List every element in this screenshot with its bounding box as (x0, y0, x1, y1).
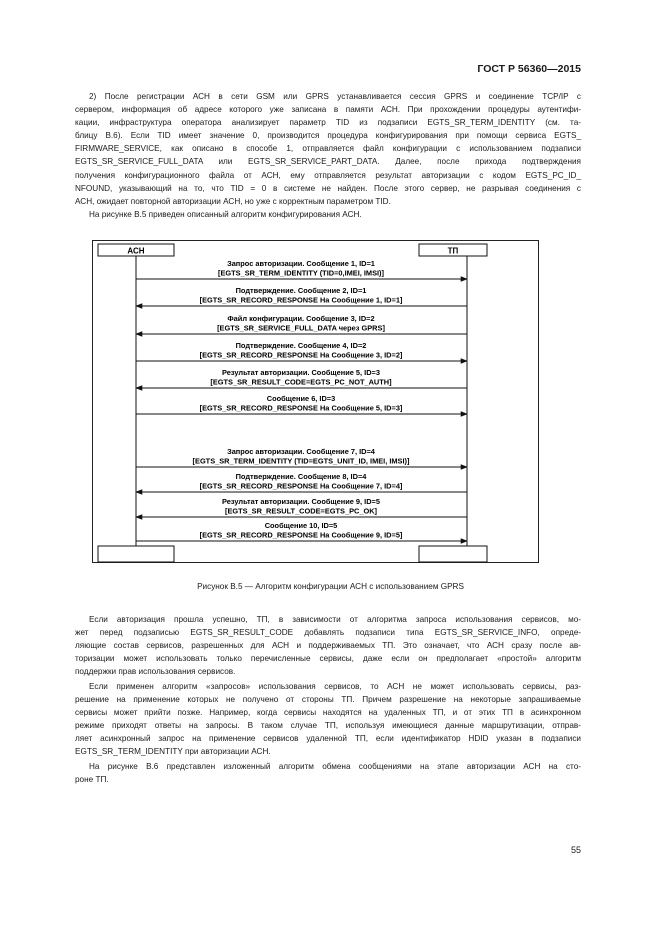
paragraph-5 (75, 760, 581, 786)
message-detail: [EGTS_SR_RESULT_CODE=EGTS_PC_OK] (224, 506, 378, 516)
paragraph-line: сервисы может прийти позже. Например, когда сервисы находятся на удаленных ТП, и от этих ТП в асинхронном (75, 708, 581, 718)
message-detail: [EGTS_SR_RECORD_RESPONSE На Сообщение 1, ID=1] (199, 295, 403, 305)
message-title: Сообщение 6, ID=3 (266, 394, 336, 403)
right-actor-label: ТП (447, 246, 459, 256)
figure-caption: Рисунок В.5 — Алгоритм конфигурации АСН с использованием GPRS (197, 582, 464, 591)
message-detail: [EGTS_SR_SERVICE_FULL_DATA через GPRS] (217, 323, 385, 333)
paragraph-line: Если применен алгоритм «запросов» использования сервисов, то АСН не может использовать сервисы, раз- (89, 682, 581, 691)
left-bottom-box (98, 546, 174, 562)
paragraph-line: 2) После регистрации АСН в сети GSM или GPRS устанавливается сессия GPRS и соединение TCP/IP с (89, 92, 581, 101)
paragraph-line: торизации может использовать только перечисленные сервисы, даже если он предполагает «простой» алгоритм (75, 654, 581, 664)
message-detail: [EGTS_SR_TERM_IDENTITY (TID=0,IMEI, IMSI)] (218, 268, 384, 278)
message-title: Результат авторизации. Сообщение 5, ID=3 (222, 368, 380, 377)
message-detail: [EGTS_SR_RECORD_RESPONSE На Сообщение 9, ID=5] (199, 530, 403, 540)
paragraph-line: EGTS_SR_SERVICE_FULL_DATA или EGTS_SR_SERVICE_PART_DATA. Далее, после прихода подтверждения (75, 157, 581, 167)
paragraph-line: На рисунке В.5 приведен описанный алгоритм конфигурирования АСН. (89, 210, 362, 219)
page-number: 55 (571, 845, 582, 855)
message-detail: [EGTS_SR_RECORD_RESPONSE На Сообщение 3, ID=2] (199, 350, 403, 360)
paragraph-line: решение на применение которых не получено от стороны ТП. Причем разрешение на некоторые запрашиваемые (75, 695, 581, 705)
paragraph-line: FIRMWARE_SERVICE, как описано в способе 1, отправляется файл конфигурации с использованием подзаписи (75, 144, 581, 154)
message-title: Запрос авторизации. Сообщение 7, ID=4 (227, 447, 375, 456)
paragraph-line: EGTS_SR_TERM_IDENTITY при авторизации АСН. (75, 747, 271, 757)
paragraph-3 (75, 613, 581, 678)
message-detail: [EGTS_SR_RECORD_RESPONSE На Сообщение 5, ID=3] (199, 403, 403, 413)
message-title: Подтверждение. Сообщение 8, ID=4 (235, 472, 367, 481)
sequence-diagram (92, 240, 539, 563)
document-header: ГОСТ Р 56360—2015 (477, 63, 581, 75)
paragraph-line: получения конфигурационного файла от АСН, ему отправляется результат авторизации с кодом EGTS_PC_ID_ (75, 170, 581, 180)
paragraph-4 (75, 680, 581, 759)
message-title: Файл конфигурации. Сообщение 3, ID=2 (227, 314, 375, 323)
message-title: Результат авторизации. Сообщение 9, ID=5 (222, 497, 380, 506)
paragraph-line: поддержки прав использования сервисов. (75, 667, 236, 677)
right-bottom-box (419, 546, 487, 562)
paragraph-line: На рисунке В.6 представлен изложенный алгоритм обмена сообщениями на этапе авторизации АСН на сто- (89, 762, 581, 771)
paragraph-line: ляет асинхронный запрос на применение сервисов удаленной ТП, если идентификатор HDID указан в подзаписи (75, 734, 581, 744)
paragraph-line: сервером, информация об адресе которого уже записана в памяти АСН. При прохождении процедуры аутентифи- (75, 105, 581, 115)
paragraph-line: кации, инфраструктура оператора анализирует параметр TID из подзаписи EGTS_SR_TERM_IDENTITY (см. та- (75, 118, 581, 128)
paragraph-line: АСН, ожидает повторной авторизации АСН, но уже с корректным параметром TID. (75, 196, 391, 206)
paragraph-line: Если авторизация прошла успешно, ТП, в зависимости от алгоритма запроса использования сервисов, мо- (89, 615, 581, 624)
message-detail: [EGTS_SR_RECORD_RESPONSE На Сообщение 7, ID=4] (199, 481, 403, 491)
sequence-diagram-svg (93, 241, 540, 564)
message-title: Запрос авторизации. Сообщение 1, ID=1 (227, 259, 375, 268)
message-title: Подтверждение. Сообщение 2, ID=1 (235, 286, 367, 295)
message-title: Сообщение 10, ID=5 (264, 521, 338, 530)
paragraph-line: блицу В.6). Если TID имеет значение 0, производится процедура конфигурирования при помощи сервиса EGTS_ (75, 131, 581, 141)
left-actor-label: АСН (127, 246, 145, 256)
message-detail: [EGTS_SR_TERM_IDENTITY (TID=EGTS_UNIT_ID, IMEI, IMSI)] (192, 456, 410, 466)
paragraph-line: роне ТП. (75, 775, 109, 785)
message-title: Подтверждение. Сообщение 4, ID=2 (235, 341, 367, 350)
paragraph-1 (75, 90, 581, 208)
paragraph-line: NFOUND, указывающий на то, что TID = 0 в системе не найден. После этого сервер, не разрывая соединения с (75, 183, 581, 193)
paragraph-line: жет перед подзаписью EGTS_SR_RESULT_CODE добавлять подзаписи типа EGTS_SR_SERVICE_INFO, опреде- (75, 628, 581, 638)
paragraph-line: ляющие состав сервисов, разрешенных для АСН и поддерживаемых ТП. Это означает, что АСН сразу после ав- (75, 641, 581, 651)
message-detail: [EGTS_SR_RESULT_CODE=EGTS_PC_NOT_AUTH] (210, 377, 392, 387)
paragraph-line: режиме приходят ответы на запросы. В таком случае ТП, используя имеющиеся данные маршрутизации, отправ- (75, 721, 581, 731)
paragraph-2 (75, 208, 581, 221)
